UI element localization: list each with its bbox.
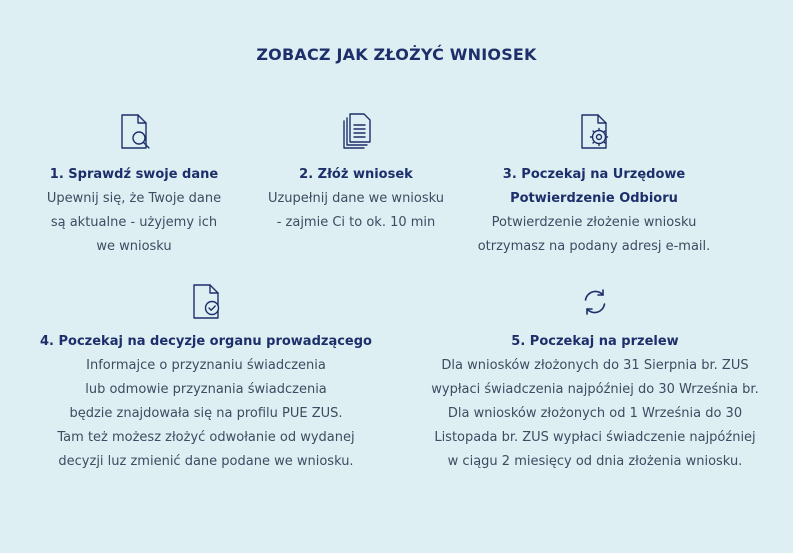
step-3 bbox=[456, 112, 732, 259]
document-check-icon bbox=[186, 282, 226, 322]
document-gear-icon bbox=[574, 112, 614, 152]
step-description: Informajce o przyznaniu świadczenia lub odmowie przyznania świadczenia będzie znajdowała się na profilu PUE ZUS. Tam też możesz złożyć odwołanie od wydanej decyzji luz zmienić dane podane we wniosku. bbox=[57, 358, 355, 469]
step-title: 2. Złóż wniosek bbox=[299, 167, 413, 182]
step-description: Uzupełnij dane we wniosku - zajmie Ci to ok. 10 min bbox=[267, 191, 445, 230]
step-1 bbox=[24, 112, 244, 259]
page-title: ZOBACZ JAK ZŁOŻYĆ WNIOSEK bbox=[256, 45, 537, 64]
refresh-icon bbox=[575, 282, 615, 322]
document-search-icon bbox=[114, 112, 154, 152]
documents-stack-icon bbox=[336, 112, 376, 152]
step-4 bbox=[36, 282, 376, 474]
step-description: Potwierdzenie złożenie wniosku otrzymasz na podany adresj e-mail. bbox=[477, 215, 711, 254]
step-title: 3. Poczekaj na Urzędowe Potwierdzenie Odbioru bbox=[502, 167, 686, 206]
step-description: Upewnij się, że Twoje dane są aktualne - użyjemy ich we wniosku bbox=[46, 191, 222, 254]
step-description: Dla wniosków złożonych do 31 Sierpnia br. ZUS wypłaci świadczenia najpóźniej do 30 Września br. Dla wniosków złożonych od 1 Września do 30 Listopada br. ZUS wypłaci świadczenie najpóźniej w ciągu 2 miesięcy od dnia złożenia wniosku. bbox=[431, 358, 759, 469]
step-5 bbox=[410, 282, 780, 474]
step-title: 5. Poczekaj na przelew bbox=[511, 334, 679, 349]
step-title: 1. Sprawdź swoje dane bbox=[49, 167, 219, 182]
step-title: 4. Poczekaj na decyzje organu prowadzącego bbox=[40, 334, 372, 349]
step-2 bbox=[246, 112, 466, 235]
